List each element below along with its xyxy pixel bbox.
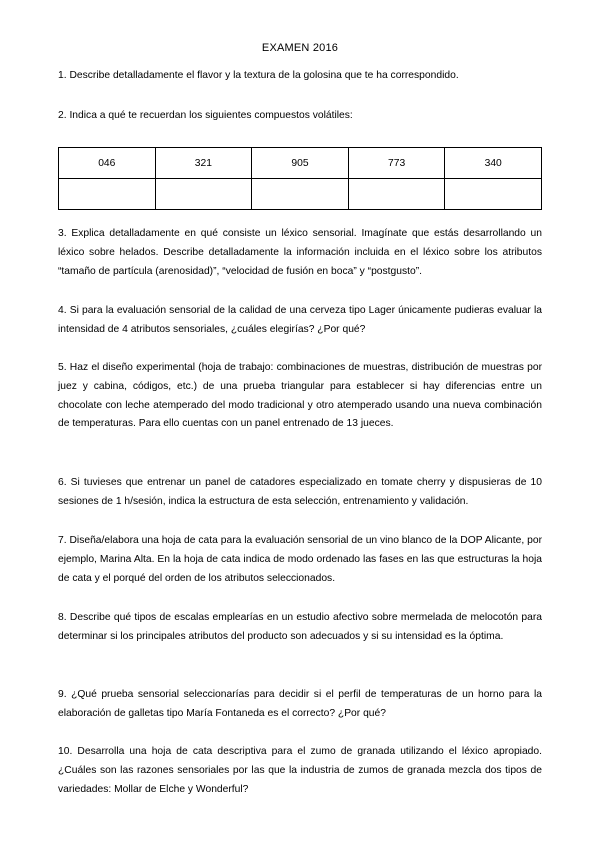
code-cell: 773 xyxy=(348,148,445,179)
answer-cell[interactable] xyxy=(59,179,156,210)
volatile-compounds-table xyxy=(58,147,542,210)
code-cell: 046 xyxy=(59,148,156,179)
question-10: 10. Desarrolla una hoja de cata descriptiva para el zumo de granada utilizando el léxico apropiado. ¿Cuáles son las razones sensoriales por las que la industria de zumos de granada mezcla dos tipos de variedades: Mollar de Elche y Wonderful? xyxy=(58,746,542,795)
exam-title: EXAMEN 2016 xyxy=(261,42,339,54)
answer-cell[interactable] xyxy=(445,179,542,210)
question-1: 1. Describe detalladamente el flavor y la textura de la golosina que te ha correspondido. xyxy=(58,70,459,81)
question-5: 5. Haz el diseño experimental (hoja de trabajo: combinaciones de muestras, distribución de muestras por juez y cabina, códigos, etc.) de una prueba triangular para establecer si hay diferencias entre un chocolate con leche atemperado del modo tradicional y otro atemperado usando una nueva combinación de temperaturas. Para ello cuentas con un panel entrenado de 13 jueces. xyxy=(58,362,542,430)
code-cell: 905 xyxy=(252,148,349,179)
question-6: 6. Si tuvieses que entrenar un panel de catadores especializado en tomate cherry y dispusieras de 10 sesiones de 1 h/sesión, indica la estructura de esta selección, entrenamiento y validación. xyxy=(58,477,542,507)
answer-cell[interactable] xyxy=(155,179,252,210)
code-cell: 340 xyxy=(445,148,542,179)
code-cell: 321 xyxy=(155,148,252,179)
codes-answer-row xyxy=(59,179,542,210)
answer-cell[interactable] xyxy=(252,179,349,210)
question-3: 3. Explica detalladamente en qué consiste un léxico sensorial. Imagínate que estás desarrollando un léxico sobre helados. Describe detalladamente la información incluida en el léxico sobre los atributos “tamaño de partícula (arenosidad)”, “velocidad de fusión en boca” y “postgusto”. xyxy=(58,228,542,277)
codes-header-row xyxy=(59,148,542,179)
question-2: 2. Indica a qué te recuerdan los siguientes compuestos volátiles: xyxy=(58,110,353,121)
question-9: 9. ¿Qué prueba sensorial seleccionarías para decidir si el perfil de temperaturas de un horno para la elaboración de galletas tipo María Fontaneda es el correcto? ¿Por qué? xyxy=(58,689,542,719)
answer-cell[interactable] xyxy=(348,179,445,210)
question-7: 7. Diseña/elabora una hoja de cata para la evaluación sensorial de un vino blanco de la DOP Alicante, por ejemplo, Marina Alta. En la hoja de cata indica de modo ordenado las fases en las que estructuras la hoja de cata y el porqué del orden de los atributos seleccionados. xyxy=(58,535,542,584)
question-4: 4. Si para la evaluación sensorial de la calidad de una cerveza tipo Lager únicamente pudieras evaluar la intensidad de 4 atributos sensoriales, ¿cuáles elegirías? ¿Por qué? xyxy=(58,305,542,335)
question-8: 8. Describe qué tipos de escalas emplearías en un estudio afectivo sobre mermelada de melocotón para determinar si los principales atributos del producto son adecuados y si su intensidad es la óptima. xyxy=(58,612,542,642)
